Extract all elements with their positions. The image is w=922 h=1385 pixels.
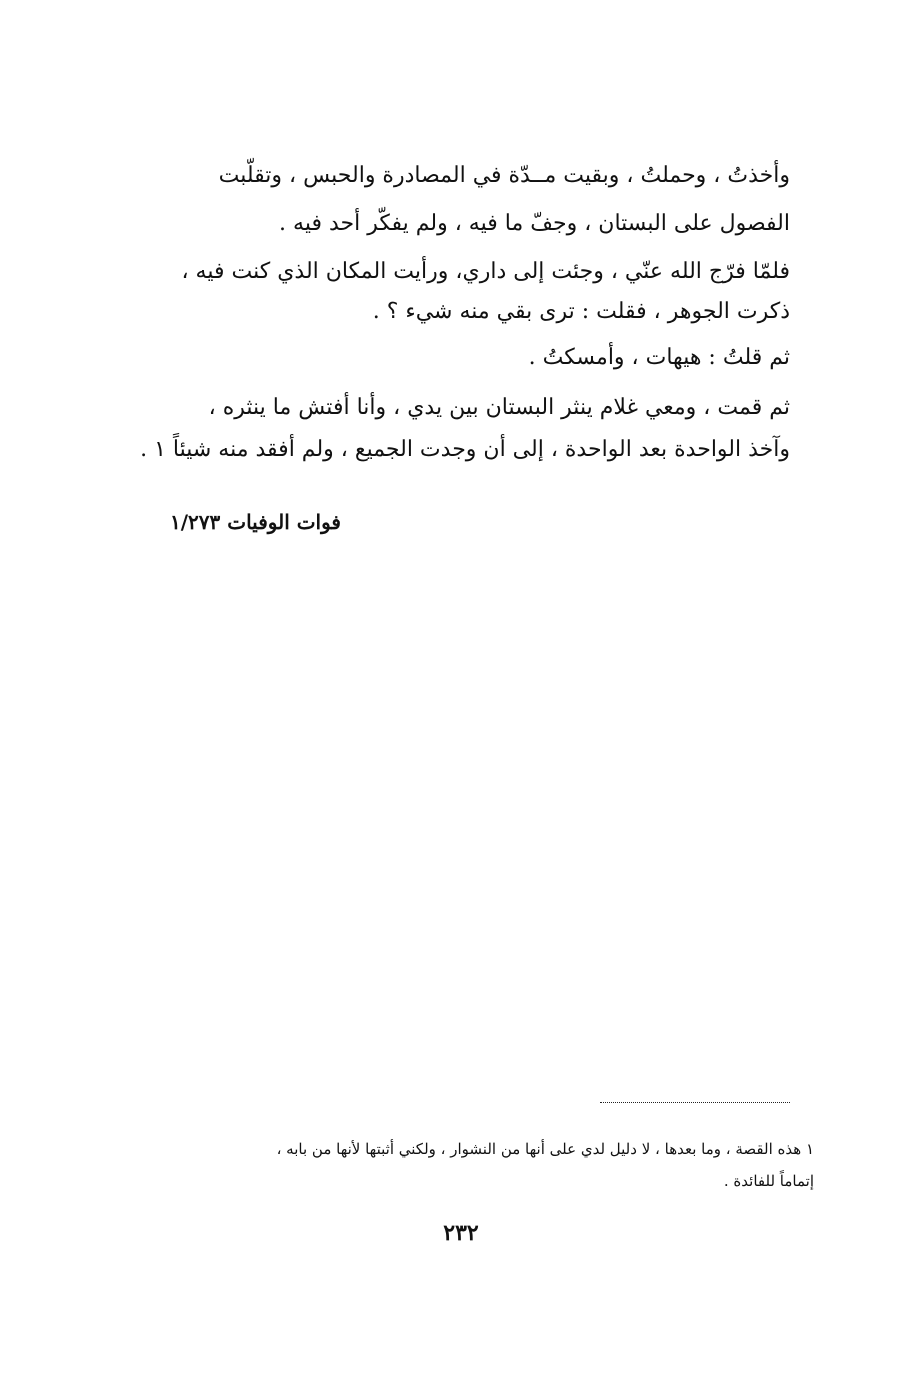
paragraph-1-line-1: وأخذتُ ، وحملتُ ، وبقيت مــدّة في المصادرة والحبس ، وتقلّبت (218, 163, 790, 188)
paragraph-4-line-1: ثم قمت ، ومعي غلام ينثر البستان بين يدي ، وأنا أفتش ما ينثره ، (208, 395, 790, 420)
footnote-line-1: ١ هذه القصة ، وما بعدها ، لا دليل لدي على أنها من النشوار ، ولكني أثبتها لأنها من بابه ، (276, 1140, 814, 1158)
paragraph-2-line-1: فلمّا فرّج الله عنّي ، وجئت إلى داري، ورأيت المكان الذي كنت فيه ، (181, 259, 790, 284)
footnote-line-2: إتماماً للفائدة . (723, 1172, 814, 1190)
source-reference: ١/٢٧٣ (170, 510, 221, 534)
page-number: ٢٣٢ (443, 1220, 479, 1246)
source-title: فوات الوفيات (227, 510, 341, 534)
paragraph-1-line-2: الفصول على البستان ، وجفّ ما فيه ، ولم يفكّر أحد فيه . (279, 211, 790, 236)
paragraph-4-line-2: وآخذ الواحدة بعد الواحدة ، إلى أن وجدت الجميع ، ولم أفقد منه شيئاً ١ . (140, 437, 790, 462)
paragraph-2-line-2: ذكرت الجوهر ، فقلت : ترى بقي منه شيء ؟ . (372, 299, 790, 324)
footnote-divider (600, 1102, 790, 1103)
source-citation (170, 510, 570, 534)
paragraph-3-line-1: ثم قلتُ : هيهات ، وأمسكتُ . (528, 345, 790, 370)
